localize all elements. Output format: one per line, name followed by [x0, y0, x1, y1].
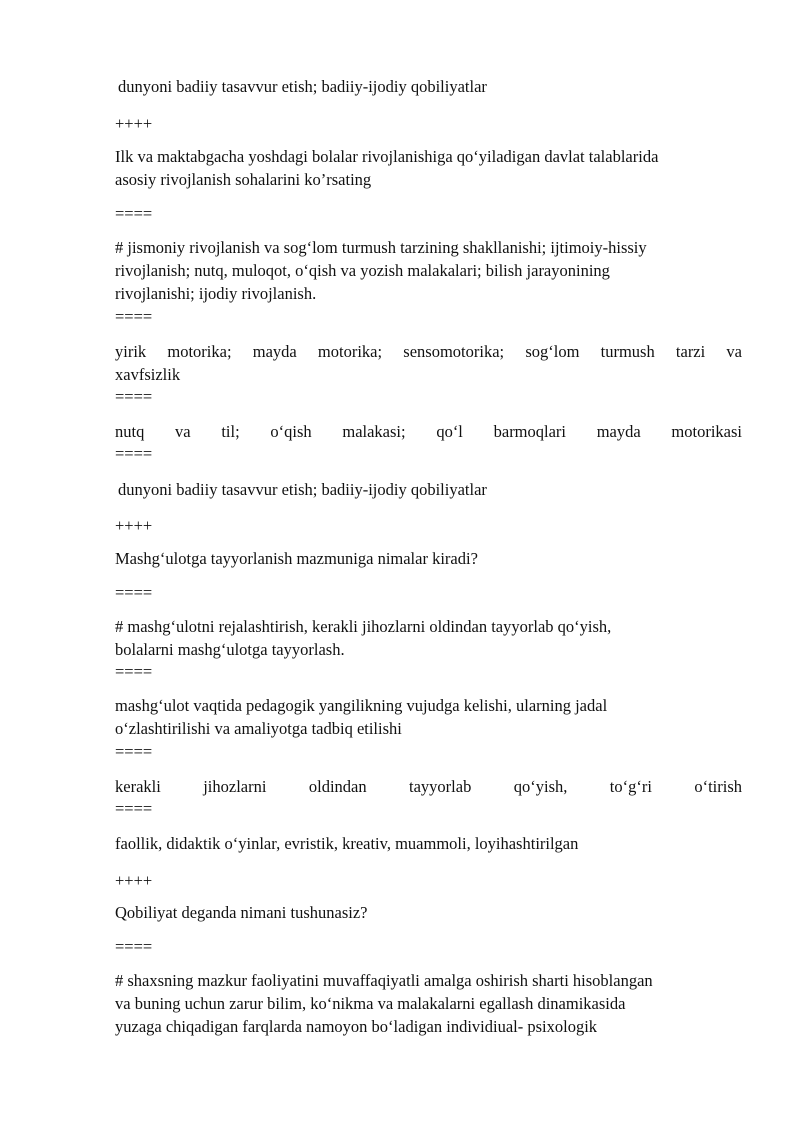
- separator-equals: ====: [115, 742, 153, 761]
- question-text: Ilk va maktabgacha yoshdagi bolalar rivojlanishiga qo‘yiladigan davlat talablarida: [115, 147, 659, 166]
- answer-option: o‘zlashtirilishi va amaliyotga tadbiq etilishi: [115, 719, 402, 738]
- answer-option: xavfsizlik: [115, 365, 181, 384]
- answer-correct: # shaxsning mazkur faoliyatini muvaffaqiyatli amalga oshirish sharti hisoblangan: [115, 971, 653, 990]
- answer-option: kerakli jihozlarni oldindan tayyorlab qo‘yish, to‘g‘ri o‘tirish: [115, 777, 742, 796]
- question-text: asosiy rivojlanish sohalarini ko’rsating: [115, 170, 372, 189]
- separator-plus: ++++: [115, 516, 153, 535]
- answer-correct: bolalarni mashg‘ulotga tayyorlash.: [115, 640, 345, 659]
- question-text: Mashg‘ulotga tayyorlanish mazmuniga nimalar kiradi?: [115, 549, 478, 568]
- answer-correct: rivojlanishi; ijodiy rivojlanish.: [115, 284, 317, 303]
- separator-plus: ++++: [115, 114, 153, 133]
- separator-equals: ====: [115, 204, 153, 223]
- separator-equals: ====: [115, 583, 153, 602]
- answer-correct: # jismoniy rivojlanish va sog‘lom turmush tarzining shakllanishi; ijtimoiy-hissiy: [115, 238, 647, 257]
- answer-correct: va buning uchun zarur bilim, ko‘nikma va malakalarni egallash dinamikasida: [115, 994, 626, 1013]
- separator-equals: ====: [115, 937, 153, 956]
- answer-option: faollik, didaktik o‘yinlar, evristik, kreativ, muammoli, loyihashtirilgan: [115, 834, 579, 853]
- answer-option: yirik motorika; mayda motorika; sensomotorika; sog‘lom turmush tarzi va: [115, 342, 742, 361]
- separator-plus: ++++: [115, 871, 153, 890]
- answer-option: dunyoni badiiy tasavvur etish; badiiy-ijodiy qobiliyatlar: [118, 480, 487, 499]
- text-line: dunyoni badiiy tasavvur etish; badiiy-ijodiy qobiliyatlar: [118, 77, 487, 96]
- separator-equals: ====: [115, 387, 153, 406]
- answer-correct: yuzaga chiqadigan farqlarda namoyon bo‘ladigan individiual- psixologik: [115, 1017, 598, 1036]
- separator-equals: ====: [115, 662, 153, 681]
- separator-equals: ====: [115, 307, 153, 326]
- answer-correct: # mashg‘ulotni rejalashtirish, kerakli jihozlarni oldindan tayyorlab qo‘yish,: [115, 617, 612, 636]
- answer-correct: rivojlanish; nutq, muloqot, o‘qish va yozish malakalari; bilish jarayonining: [115, 261, 610, 280]
- separator-equals: ====: [115, 799, 153, 818]
- answer-option: mashg‘ulot vaqtida pedagogik yangilikning vujudga kelishi, ularning jadal: [115, 696, 608, 715]
- separator-equals: ====: [115, 444, 153, 463]
- question-text: Qobiliyat deganda nimani tushunasiz?: [115, 903, 368, 922]
- answer-option: nutq va til; o‘qish malakasi; qo‘l barmoqlari mayda motorikasi: [115, 422, 742, 441]
